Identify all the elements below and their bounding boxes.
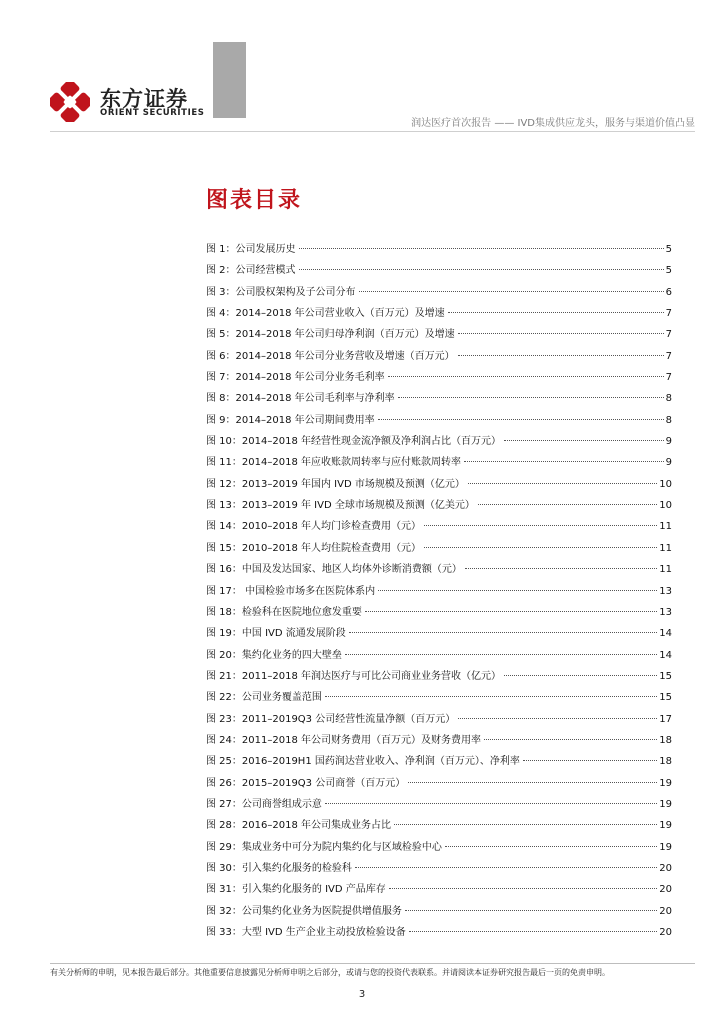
toc-item-page: 20 bbox=[659, 862, 672, 874]
toc-dot-leader bbox=[504, 440, 664, 441]
toc-item-label: 图 19：中国 IVD 流通发展阶段 bbox=[206, 628, 346, 640]
toc-dot-leader bbox=[445, 846, 657, 847]
toc-item[interactable] bbox=[206, 264, 672, 285]
toc-item[interactable] bbox=[206, 520, 672, 541]
toc-item-label: 图 12：2013–2019 年国内 IVD 市场规模及预测（亿元） bbox=[206, 478, 465, 490]
toc-list bbox=[206, 243, 672, 947]
toc-item-label: 图 22：公司业务覆盖范围 bbox=[206, 692, 322, 704]
toc-dot-leader bbox=[359, 291, 664, 292]
toc-item[interactable] bbox=[206, 307, 672, 328]
toc-item-page: 19 bbox=[659, 841, 672, 853]
toc-item-label: 图 31：引入集约化服务的 IVD 产品库存 bbox=[206, 884, 386, 896]
header-accent-bar bbox=[213, 42, 246, 118]
report-title: 润达医疗首次报告 —— IVD集成供应龙头，服务与渠道价值凸显 bbox=[411, 118, 695, 129]
toc-item-page: 11 bbox=[659, 542, 672, 554]
toc-item-page: 9 bbox=[665, 457, 672, 469]
toc-dot-leader bbox=[299, 248, 664, 249]
toc-item-label: 图 2：公司经营模式 bbox=[206, 265, 296, 277]
toc-dot-leader bbox=[504, 675, 657, 676]
toc-item-label: 图 33：大型 IVD 生产企业主动投放检验设备 bbox=[206, 927, 406, 938]
toc-dot-leader bbox=[424, 547, 657, 548]
toc-item-label: 图 15：2010–2018 年人均住院检查费用（元） bbox=[206, 542, 421, 554]
footer-divider bbox=[50, 963, 695, 964]
toc-dot-leader bbox=[345, 654, 657, 655]
toc-dot-leader bbox=[388, 376, 664, 377]
toc-item[interactable] bbox=[206, 563, 672, 584]
toc-item-label: 图 16：中国及发达国家、地区人均体外诊断消费额（元） bbox=[206, 564, 462, 576]
toc-item-page: 8 bbox=[665, 393, 672, 405]
toc-item[interactable] bbox=[206, 350, 672, 371]
toc-dot-leader bbox=[325, 803, 657, 804]
toc-item-label: 图 8：2014–2018 年公司毛利率与净利率 bbox=[206, 393, 395, 405]
toc-item-page: 11 bbox=[659, 564, 672, 576]
toc-item[interactable] bbox=[206, 414, 672, 435]
toc-item[interactable] bbox=[206, 926, 672, 947]
logo-name-cn: 东方证券 bbox=[100, 87, 188, 111]
toc-item-label: 图 29：集成业务中可分为院内集约化与区域检验中心 bbox=[206, 841, 442, 853]
toc-dot-leader bbox=[448, 312, 664, 313]
toc-item-label: 图 7：2014–2018 年公司分业务毛利率 bbox=[206, 372, 385, 384]
toc-item-page: 5 bbox=[665, 244, 672, 255]
orient-securities-logo-icon bbox=[50, 82, 90, 122]
toc-dot-leader bbox=[389, 888, 658, 889]
toc-item-page: 19 bbox=[659, 777, 672, 789]
toc-item-label: 图 17： 中国检验市场多在医院体系内 bbox=[206, 585, 376, 597]
toc-item[interactable] bbox=[206, 883, 672, 904]
toc-item-label: 图 18：检验科在医院地位愈发重要 bbox=[206, 606, 362, 618]
toc-dot-leader bbox=[394, 824, 657, 825]
toc-item[interactable] bbox=[206, 606, 672, 627]
toc-item-page: 19 bbox=[659, 798, 672, 810]
toc-item[interactable] bbox=[206, 862, 672, 883]
toc-dot-leader bbox=[523, 760, 657, 761]
toc-item-label: 图 30：引入集约化服务的检验科 bbox=[206, 862, 352, 874]
toc-item-label: 图 25：2016–2019H1 国药润达营业收入、净利润（百万元）、净利率 bbox=[206, 756, 520, 768]
toc-item-label: 图 23：2011–2019Q3 公司经营性流量净额（百万元） bbox=[206, 713, 456, 725]
toc-dot-leader bbox=[464, 461, 664, 462]
toc-dot-leader bbox=[365, 611, 657, 612]
toc-item-page: 11 bbox=[659, 521, 672, 533]
toc-item-page: 9 bbox=[665, 436, 672, 448]
toc-dot-leader bbox=[378, 590, 657, 591]
toc-dot-leader bbox=[405, 910, 657, 911]
toc-dot-leader bbox=[398, 397, 664, 398]
toc-item-label: 图 13：2013–2019 年 IVD 全球市场规模及预测（亿美元） bbox=[206, 500, 475, 512]
toc-item[interactable] bbox=[206, 819, 672, 840]
toc-item-page: 5 bbox=[665, 265, 672, 277]
toc-item[interactable] bbox=[206, 841, 672, 862]
toc-item[interactable] bbox=[206, 670, 672, 691]
toc-item-page: 15 bbox=[659, 670, 672, 682]
toc-item-label: 图 21：2011–2018 年润达医疗与可比公司商业业务营收（亿元） bbox=[206, 670, 501, 682]
toc-item-page: 10 bbox=[659, 500, 672, 512]
toc-item[interactable] bbox=[206, 243, 672, 264]
toc-item-label: 图 26：2015–2019Q3 公司商誉（百万元） bbox=[206, 777, 406, 789]
toc-item-page: 14 bbox=[659, 628, 672, 640]
toc-item-page: 7 bbox=[665, 308, 672, 320]
toc-dot-leader bbox=[408, 782, 657, 783]
page-number: 3 bbox=[358, 989, 366, 1000]
toc-heading: 图表目录 bbox=[206, 188, 303, 213]
toc-item[interactable] bbox=[206, 286, 672, 307]
toc-item-page: 15 bbox=[659, 692, 672, 704]
toc-item[interactable] bbox=[206, 371, 672, 392]
toc-item-label: 图 6：2014–2018 年公司分业务营收及增速（百万元） bbox=[206, 350, 455, 362]
toc-item[interactable] bbox=[206, 713, 672, 734]
toc-dot-leader bbox=[458, 355, 664, 356]
toc-item-page: 10 bbox=[659, 478, 672, 490]
toc-item[interactable] bbox=[206, 691, 672, 712]
toc-item[interactable] bbox=[206, 435, 672, 456]
toc-item[interactable] bbox=[206, 905, 672, 926]
toc-item-page: 7 bbox=[665, 350, 672, 362]
toc-item-page: 7 bbox=[665, 329, 672, 341]
toc-item[interactable] bbox=[206, 755, 672, 776]
toc-item-page: 19 bbox=[659, 820, 672, 832]
toc-item[interactable] bbox=[206, 734, 672, 755]
toc-item-page: 20 bbox=[659, 905, 672, 917]
toc-item-page: 7 bbox=[665, 372, 672, 384]
footer-disclaimer: 有关分析师的申明，见本报告最后部分。其他重要信息披露见分析师申明之后部分，或请与您的投资代表联系。并请阅读本证券研究报告最后一页的免责申明。 bbox=[50, 968, 610, 977]
toc-item[interactable] bbox=[206, 798, 672, 819]
toc-item[interactable] bbox=[206, 328, 672, 349]
toc-item[interactable] bbox=[206, 585, 672, 606]
toc-item-page: 13 bbox=[659, 585, 672, 597]
toc-item[interactable] bbox=[206, 542, 672, 563]
toc-dot-leader bbox=[424, 525, 657, 526]
toc-dot-leader bbox=[299, 269, 664, 270]
toc-item-page: 6 bbox=[665, 286, 672, 298]
toc-item-label: 图 10：2014–2018 年经营性现金流净额及净利润占比（百万元） bbox=[206, 436, 501, 448]
toc-dot-leader bbox=[468, 483, 657, 484]
toc-dot-leader bbox=[409, 931, 658, 932]
toc-item-label: 图 27：公司商誉组成示意 bbox=[206, 798, 322, 810]
toc-item-label: 图 4：2014–2018 年公司营业收入（百万元）及增速 bbox=[206, 308, 445, 320]
toc-item-page: 8 bbox=[665, 414, 672, 426]
toc-item-label: 图 9：2014–2018 年公司期间费用率 bbox=[206, 414, 375, 426]
toc-item-label: 图 32：公司集约化业务为医院提供增值服务 bbox=[206, 905, 402, 917]
toc-item[interactable] bbox=[206, 627, 672, 648]
toc-item-page: 17 bbox=[659, 713, 672, 725]
toc-item-page: 18 bbox=[659, 734, 672, 746]
toc-dot-leader bbox=[458, 333, 664, 334]
toc-dot-leader bbox=[349, 632, 658, 633]
toc-item-label: 图 28：2016–2018 年公司集成业务占比 bbox=[206, 820, 391, 832]
toc-item-label: 图 5：2014–2018 年公司归母净利润（百万元）及增速 bbox=[206, 329, 455, 341]
toc-dot-leader bbox=[478, 504, 657, 505]
toc-item-page: 18 bbox=[659, 756, 672, 768]
toc-item[interactable] bbox=[206, 478, 672, 499]
toc-dot-leader bbox=[325, 696, 657, 697]
toc-item-label: 图 1：公司发展历史 bbox=[206, 244, 296, 255]
toc-item-label: 图 11：2014–2018 年应收账款周转率与应付账款周转率 bbox=[206, 457, 461, 469]
toc-dot-leader bbox=[458, 718, 657, 719]
toc-item[interactable] bbox=[206, 777, 672, 798]
toc-item-page: 20 bbox=[659, 927, 672, 938]
toc-item-page: 14 bbox=[659, 649, 672, 661]
toc-item-label: 图 20：集约化业务的四大壁垒 bbox=[206, 649, 342, 661]
toc-dot-leader bbox=[355, 867, 657, 868]
toc-item[interactable] bbox=[206, 456, 672, 477]
header-divider bbox=[50, 131, 695, 132]
toc-item[interactable] bbox=[206, 392, 672, 413]
toc-item-label: 图 3：公司股权架构及子公司分布 bbox=[206, 286, 356, 298]
toc-item-label: 图 24：2011–2018 年公司财务费用（百万元）及财务费用率 bbox=[206, 734, 481, 746]
toc-item[interactable] bbox=[206, 499, 672, 520]
toc-item[interactable] bbox=[206, 649, 672, 670]
logo-name-en: ORIENT SECURITIES bbox=[100, 108, 205, 118]
toc-item-label: 图 14：2010–2018 年人均门诊检查费用（元） bbox=[206, 521, 421, 533]
toc-item-page: 13 bbox=[659, 606, 672, 618]
toc-dot-leader bbox=[378, 419, 664, 420]
toc-dot-leader bbox=[484, 739, 657, 740]
toc-dot-leader bbox=[465, 568, 657, 569]
toc-item-page: 20 bbox=[659, 884, 672, 896]
